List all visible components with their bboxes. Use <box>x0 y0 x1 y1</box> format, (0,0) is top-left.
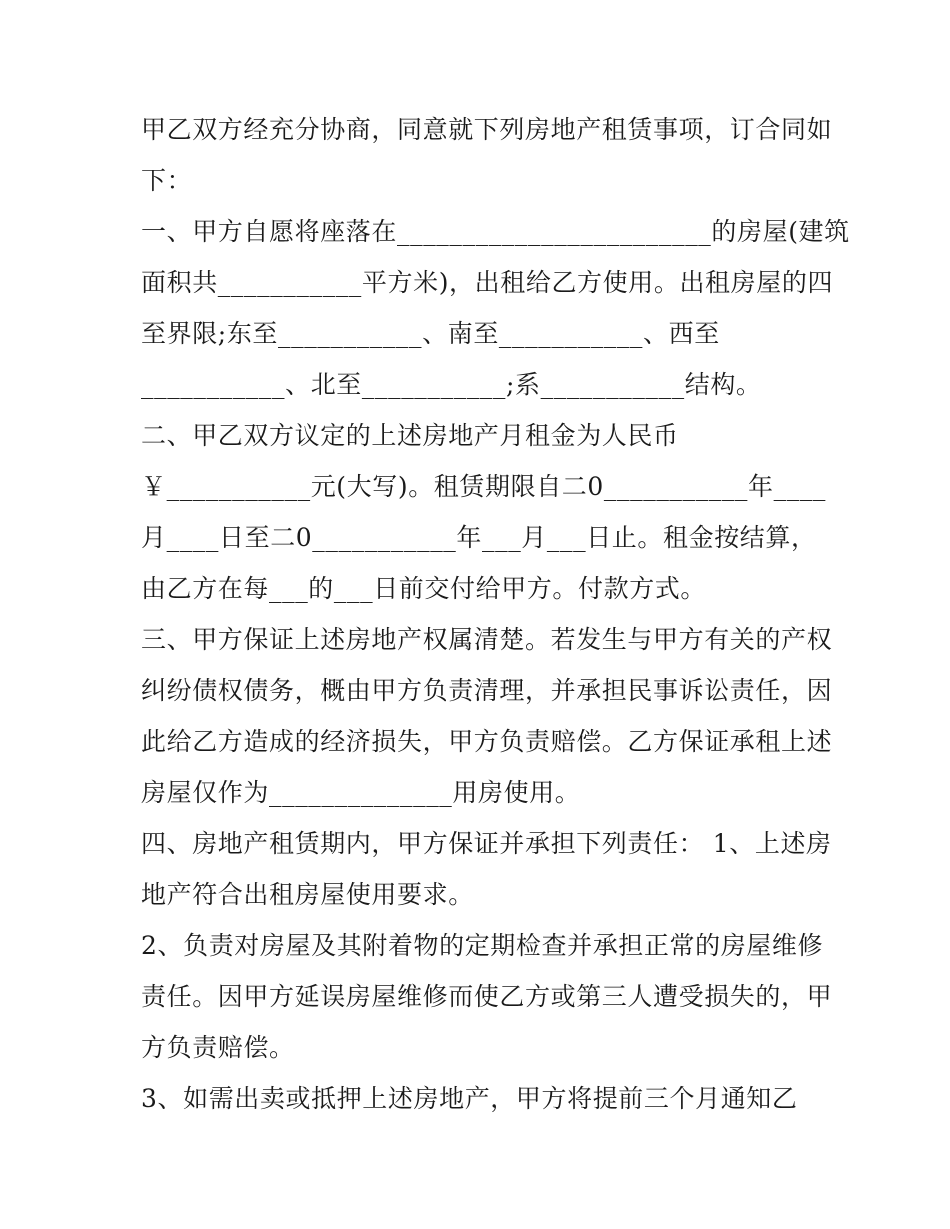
text-line: 责任。因甲方延误房屋维修而使乙方或第三人遭受损失的，甲 <box>141 982 833 1011</box>
text-line: ___________、北至___________;系___________结构。 <box>141 370 762 399</box>
text-line: 二、甲乙双方议定的上述房地产月租金为人民币 <box>141 421 679 450</box>
text-line: 甲乙双方经充分协商，同意就下列房地产租赁事项，订合同如 <box>141 115 833 144</box>
text-line: 四、房地产租赁期内，甲方保证并承担下列责任： 1、上述房 <box>141 829 832 858</box>
text-line: 纠纷债权债务，概由甲方负责清理，并承担民事诉讼责任，因 <box>141 676 833 705</box>
text-line: 面积共___________平方米)，出租给乙方使用。出租房屋的四 <box>141 268 834 297</box>
text-line: 至界限;东至___________、南至___________、西至 <box>141 319 720 348</box>
text-line: 房屋仅作为______________用房使用。 <box>141 778 581 807</box>
text-line: 3、如需出卖或抵押上述房地产，甲方将提前三个月通知乙 <box>141 1084 798 1113</box>
text-line: 方负责赔偿。 <box>141 1033 295 1062</box>
text-line: 月____日至二0___________年___月___日止。租金按结算， <box>141 523 817 552</box>
text-line: 一、甲方自愿将座落在________________________的房屋(建筑 <box>141 217 850 246</box>
text-line: 2、负责对房屋及其附着物的定期检查并承担正常的房屋维修 <box>141 931 824 960</box>
text-line: 下： <box>141 166 193 195</box>
text-line: 地产符合出租房屋使用要求。 <box>141 880 474 909</box>
text-line: 三、甲方保证上述房地产权属清楚。若发生与甲方有关的产权 <box>141 625 833 654</box>
text-line: ￥___________元(大写)。租赁期限自二0___________年____ <box>141 472 827 501</box>
text-line: 此给乙方造成的经济损失，甲方负责赔偿。乙方保证承租上述 <box>141 727 833 756</box>
text-line: 由乙方在每___的___日前交付给甲方。付款方式。 <box>141 574 707 603</box>
